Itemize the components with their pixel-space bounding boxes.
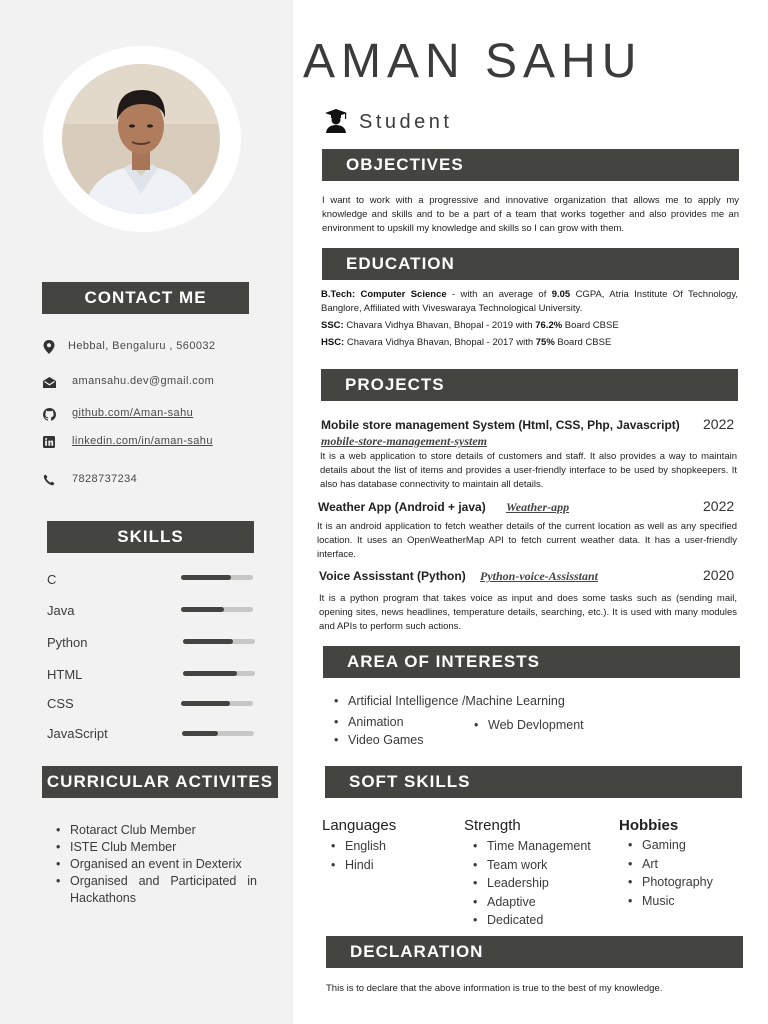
strength-title: Strength bbox=[464, 817, 521, 834]
contact-linkedin-link[interactable]: linkedin.com/in/aman-sahu bbox=[72, 435, 213, 447]
skill-bar bbox=[181, 607, 253, 612]
linkedin-icon bbox=[42, 435, 56, 449]
envelope-icon bbox=[42, 375, 56, 389]
job-title: Student bbox=[359, 111, 453, 133]
page-title: AMAN SAHU bbox=[303, 35, 643, 88]
project-year: 2022 bbox=[703, 498, 735, 514]
skills-header: SKILLS bbox=[47, 521, 254, 553]
list-item: • Time Management bbox=[473, 837, 591, 856]
skill-bar-fill bbox=[183, 671, 237, 676]
skill-bar bbox=[181, 701, 253, 706]
list-item: • ISTE Club Member bbox=[56, 839, 257, 856]
strength-list bbox=[473, 837, 591, 930]
hsc-score: 75% bbox=[535, 337, 555, 348]
project-year: 2020 bbox=[703, 567, 735, 583]
location-pin-icon bbox=[42, 340, 56, 354]
interests-list bbox=[334, 692, 565, 710]
skill-bar-fill bbox=[181, 607, 224, 612]
project-description: It is an android application to fetch weather details of the current location as well as any specified location. It uses an OpenWeatherMap API to fetch current weather data. It has a user-friendly interface. bbox=[317, 521, 737, 560]
skill-bar-fill bbox=[181, 701, 230, 706]
list-item: • Hindi bbox=[331, 856, 386, 875]
skill-bar-fill bbox=[183, 639, 233, 644]
objectives-text: I want to work with a progressive and innovative organization that allows me to apply my knowledge and skills and to be a part of a team that works together and also provides me an environment to upskill my knowledge and skills so I can grow with them. bbox=[322, 195, 739, 234]
list-item: • Photography bbox=[628, 873, 713, 892]
list-item: • Rotaract Club Member bbox=[56, 822, 257, 839]
github-icon bbox=[42, 407, 56, 421]
list-item: • Web Devlopment bbox=[474, 716, 584, 734]
list-item: • Artificial Intelligence /Machine Learning bbox=[334, 692, 565, 710]
skill-label: C bbox=[47, 572, 57, 587]
list-item: • English bbox=[331, 837, 386, 856]
list-item: • Dedicated bbox=[473, 911, 591, 930]
education-hsc bbox=[321, 336, 738, 350]
list-item: • Video Games bbox=[334, 731, 424, 749]
list-item: • Music bbox=[628, 892, 713, 911]
project-title: Mobile store management System (Html, CSS, Php, Javascript) bbox=[321, 418, 680, 432]
declaration-header: DECLARATION bbox=[326, 936, 743, 968]
languages-list bbox=[331, 837, 386, 874]
project-link[interactable]: mobile-store-management-system bbox=[321, 434, 487, 448]
list-item: • Adaptive bbox=[473, 893, 591, 912]
graduate-icon bbox=[325, 109, 347, 138]
ssc-text: Chavara Vidhya Bhavan, Bhopal - 2019 with bbox=[343, 320, 536, 331]
contact-header: CONTACT ME bbox=[42, 282, 249, 314]
skill-label: Python bbox=[47, 635, 88, 650]
ssc-label: SSC: bbox=[321, 320, 344, 331]
project-link[interactable]: Weather-app bbox=[506, 500, 570, 514]
interests-list-col1 bbox=[334, 713, 424, 749]
skill-bar bbox=[182, 731, 254, 736]
contact-github-link[interactable]: github.com/Aman-sahu bbox=[72, 407, 194, 419]
degree-label: B.Tech: Computer Science bbox=[321, 289, 447, 300]
curricular-list bbox=[56, 822, 257, 907]
declaration-text: This is to declare that the above information is true to the best of my knowledge. bbox=[326, 983, 663, 994]
skill-label: JavaScript bbox=[47, 726, 108, 741]
degree-text: - with an average of bbox=[446, 289, 552, 300]
skill-label: CSS bbox=[47, 696, 74, 711]
project-description: It is a python program that takes voice as input and does some tasks such as (sending mail, opening sites, news headlines, temperature details, searching, etc.). It is used with many modules and APIs to perform such actions. bbox=[319, 593, 737, 632]
curricular-header: CURRICULAR ACTIVITES bbox=[42, 766, 278, 798]
ssc-text: Board CBSE bbox=[562, 320, 619, 331]
hobbies-list bbox=[628, 836, 713, 910]
education-btech bbox=[321, 288, 738, 316]
degree-text: CGPA, Atria Institute Of Technology, Banglore, Affiliated with Viveswaraya Technological University. bbox=[321, 289, 739, 314]
list-item: • Leadership bbox=[473, 874, 591, 893]
project-link[interactable]: Python-voice-Assisstant bbox=[480, 569, 599, 583]
skill-bar-fill bbox=[181, 575, 231, 580]
project-title: Weather App (Android + java) bbox=[318, 500, 486, 514]
contact-phone: 7828737234 bbox=[72, 473, 138, 485]
projects-header: PROJECTS bbox=[321, 369, 738, 401]
skill-bar bbox=[181, 575, 253, 580]
project-year: 2022 bbox=[703, 416, 735, 432]
phone-icon bbox=[42, 473, 56, 487]
languages-title: Languages bbox=[322, 817, 397, 834]
skill-label: HTML bbox=[47, 667, 83, 682]
objectives-header: OBJECTIVES bbox=[322, 149, 739, 181]
ssc-score: 76.2% bbox=[535, 320, 563, 331]
skill-bar bbox=[183, 639, 255, 644]
contact-email[interactable]: amansahu.dev@gmail.com bbox=[72, 375, 215, 387]
education-header: EDUCATION bbox=[322, 248, 739, 280]
skill-label: Java bbox=[47, 603, 75, 618]
profile-photo bbox=[62, 64, 220, 214]
list-item: • Team work bbox=[473, 856, 591, 875]
hsc-label: HSC: bbox=[321, 337, 345, 348]
interests-list-col2 bbox=[474, 716, 584, 734]
contact-address: Hebbal, Bengaluru , 560032 bbox=[68, 340, 216, 352]
avatar bbox=[62, 64, 220, 214]
skill-bar bbox=[183, 671, 255, 676]
degree-score: 9.05 bbox=[551, 289, 571, 300]
interests-header: AREA OF INTERESTS bbox=[323, 646, 740, 678]
hsc-text: Board CBSE bbox=[554, 337, 612, 348]
project-description: It is a web application to store details of customers and staff. It also provides a way to maintain details about the list of items and provides a user-friendly interface to be used by shopkeepers. It also has database connectivity to maintain all details. bbox=[320, 451, 737, 490]
skill-bar-fill bbox=[182, 731, 218, 736]
list-item: • Organised and Participated in Hackathons bbox=[56, 873, 257, 907]
project-title: Voice Assisstant (Python) bbox=[319, 569, 466, 583]
hsc-text: Chavara Vidhya Bhavan, Bhopal - 2017 with bbox=[344, 337, 536, 348]
soft-skills-header: SOFT SKILLS bbox=[325, 766, 742, 798]
list-item: • Organised an event in Dexterix bbox=[56, 856, 257, 873]
list-item: • Animation bbox=[334, 713, 424, 731]
education-ssc bbox=[321, 319, 738, 333]
list-item: • Gaming bbox=[628, 836, 713, 855]
list-item: • Art bbox=[628, 855, 713, 874]
hobbies-title: Hobbies bbox=[619, 817, 679, 834]
